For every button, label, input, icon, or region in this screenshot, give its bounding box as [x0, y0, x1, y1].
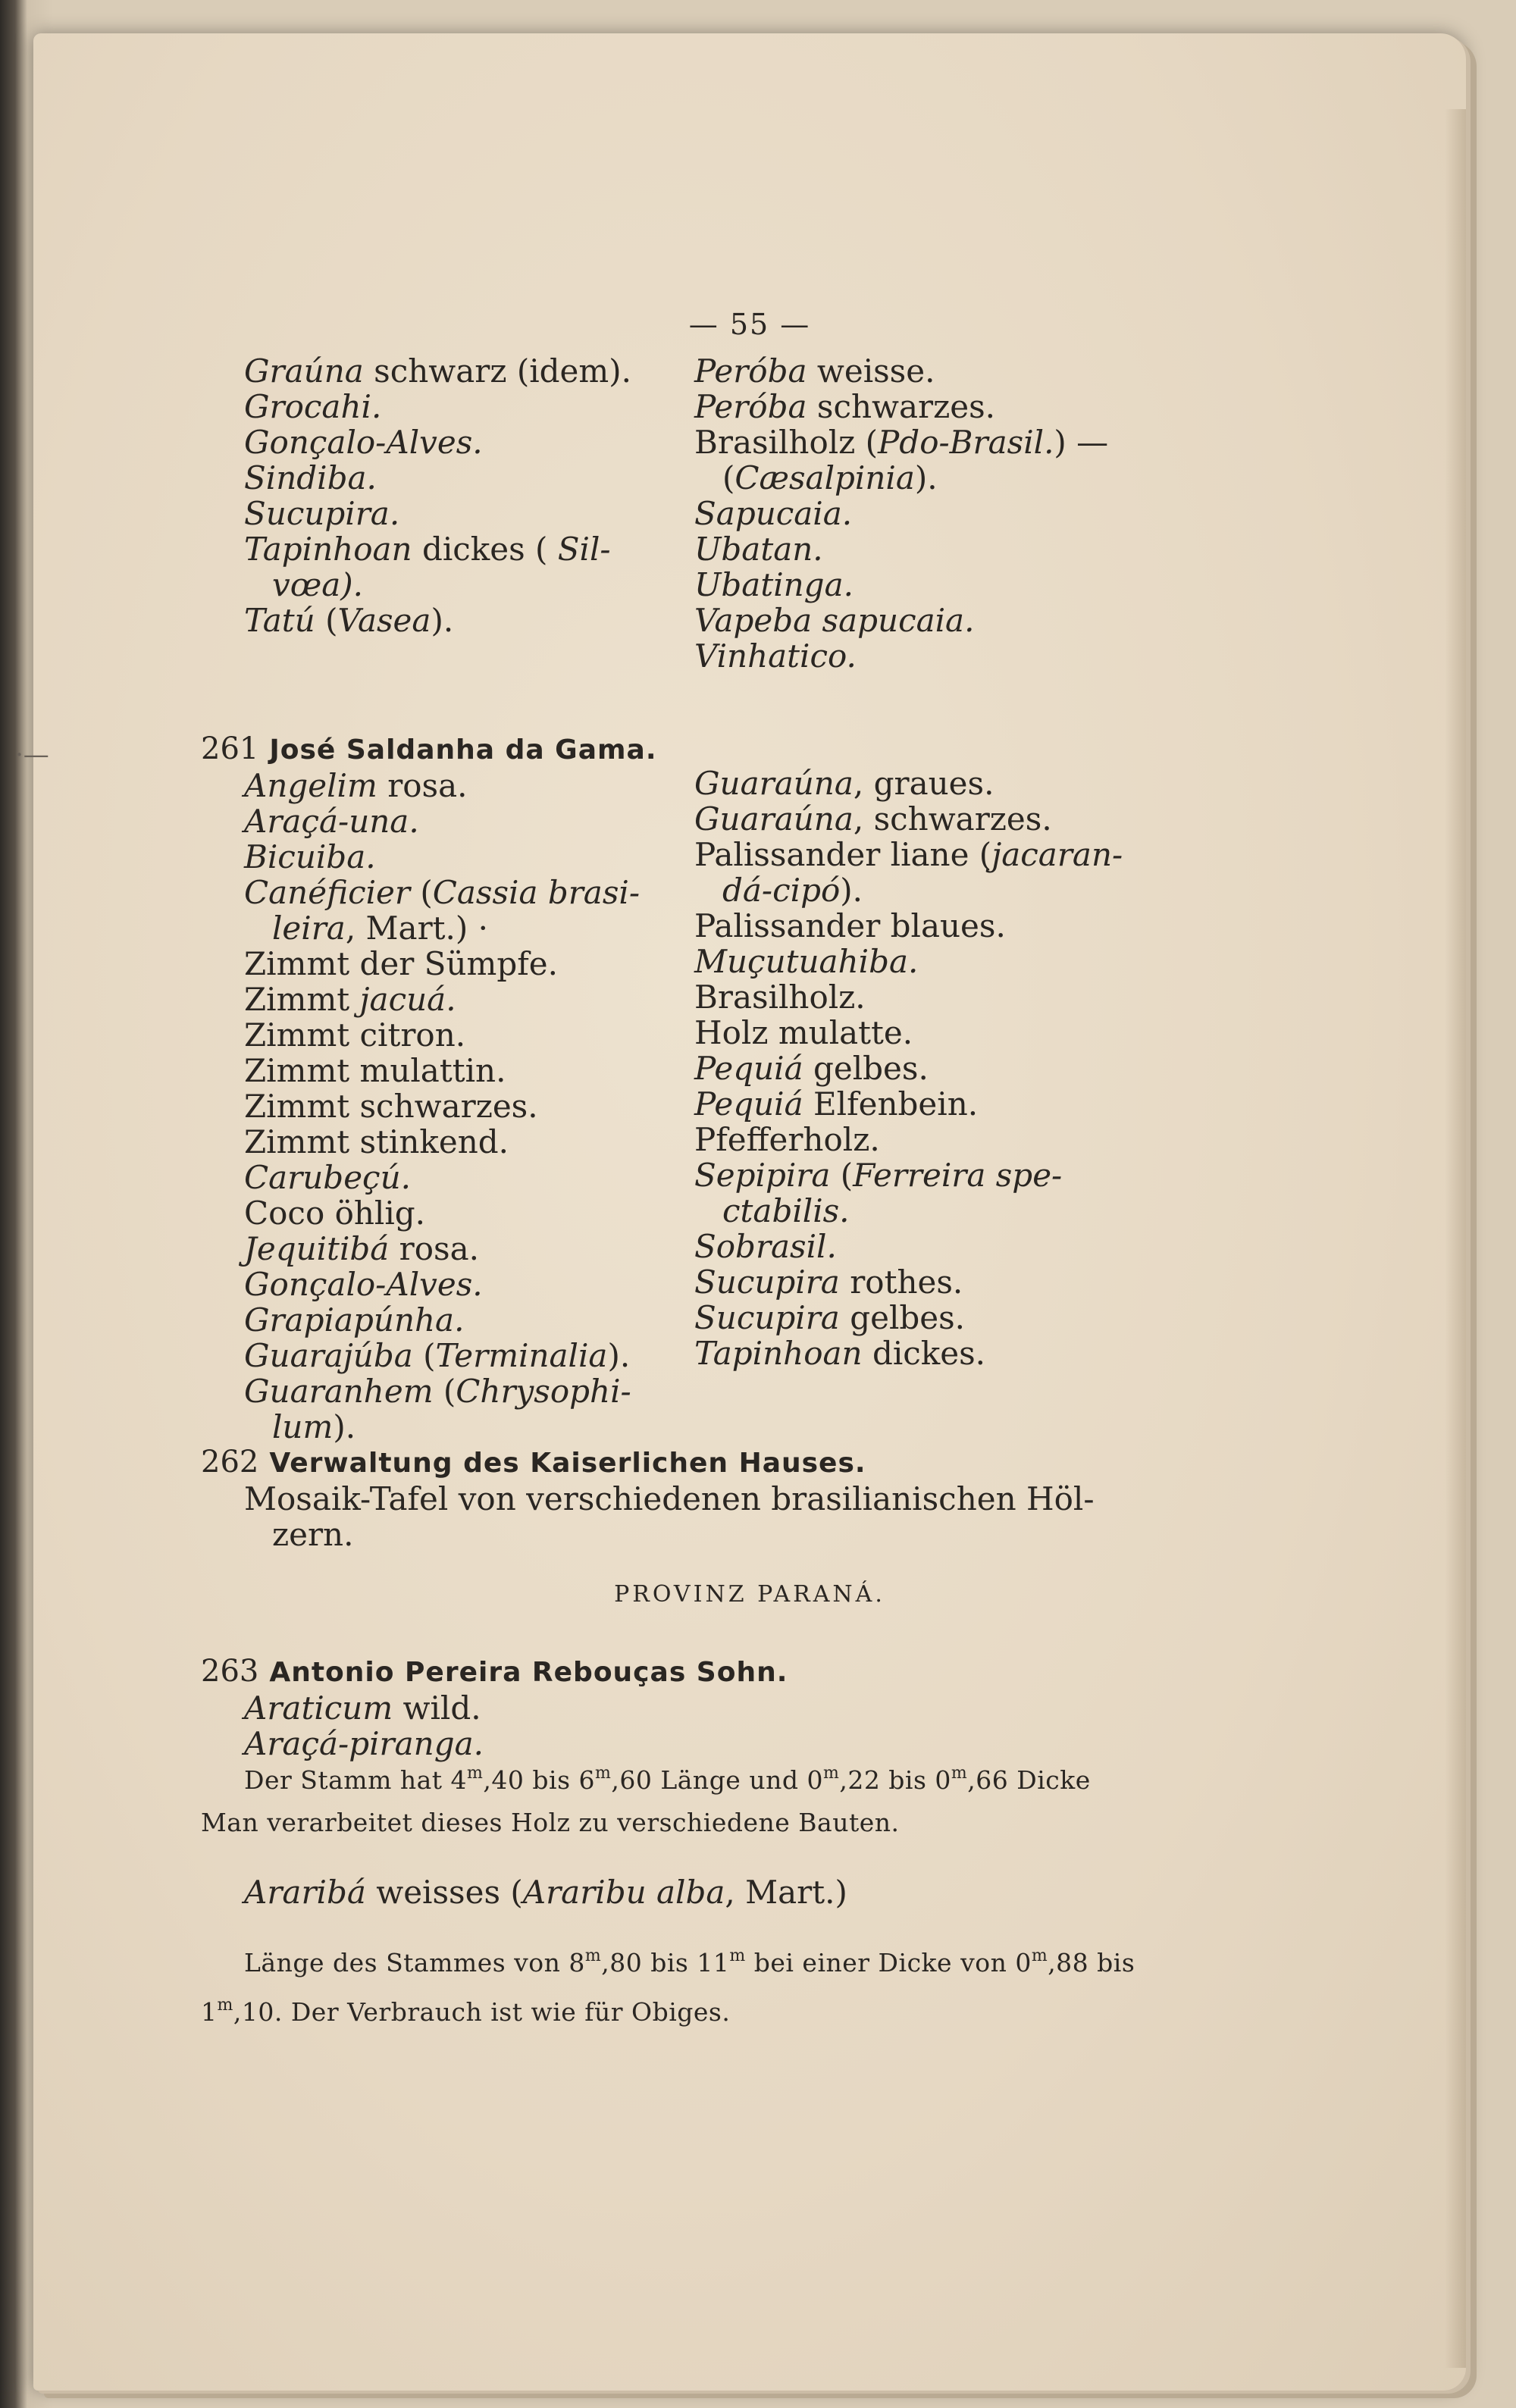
- list-item: Gonçalo-Alves.: [244, 424, 483, 461]
- list-item: Ubatinga.: [694, 566, 854, 603]
- list-item: Zimmt mulattin.: [244, 1052, 506, 1089]
- list-item: Zimmt schwarzes.: [244, 1088, 538, 1125]
- entry-261-right: [694, 766, 1123, 1371]
- description-paragraph: [201, 1935, 1135, 2034]
- list-item: Sepipira (Ferreira spe-: [694, 1157, 1063, 1194]
- list-item: Tapinhoan dickes.: [694, 1335, 986, 1372]
- entry-text: Mosaik-Tafel von verschiedenen brasilianischen Höl-: [244, 1480, 1095, 1517]
- right-column-top: [694, 353, 1108, 674]
- list-item: Peróba weisse.: [694, 352, 935, 390]
- list-item: vœa).: [272, 566, 364, 603]
- description-line: Der Stamm hat 4$^m$,40 bis 6$^m$,60 Länge und 0$^m$,22 bis 0$^m$,66 Dicke: [244, 1764, 1091, 1795]
- list-item: ctabilis.: [722, 1192, 850, 1229]
- list-item: Ubatan.: [694, 531, 823, 568]
- entry-261-left: [201, 730, 657, 1445]
- list-item: Grocahi.: [244, 388, 382, 425]
- list-item: Araticum wild.: [244, 1689, 481, 1727]
- list-item: Pequiá gelbes.: [694, 1050, 929, 1087]
- description-line: Man verarbeitet dieses Holz zu verschiedene Bauten.: [201, 1808, 900, 1837]
- list-item: Araçá-piranga.: [244, 1725, 484, 1762]
- list-item: Palissander liane (jacaran-: [694, 836, 1123, 873]
- list-item: Bicuiba.: [244, 838, 376, 875]
- list-item: leira, Mart.) ·: [272, 910, 488, 947]
- list-item: Pequiá Elfenbein.: [694, 1085, 979, 1123]
- left-column-top: [244, 353, 631, 638]
- list-item: Brasilholz (Pdo-Brasil.) —: [694, 424, 1109, 461]
- list-item: Sucupira.: [244, 495, 400, 532]
- entry-heading: 262 Verwaltung des Kaiserlichen Hauses.: [201, 1445, 866, 1480]
- description-paragraph: [201, 1752, 1091, 1844]
- page-edge-shadow: [1445, 109, 1466, 2368]
- list-item: Sucupira gelbes.: [694, 1299, 966, 1336]
- list-item: Grapiapúnha.: [244, 1301, 465, 1339]
- entry-263: [201, 1652, 788, 1761]
- list-item: (Cæsalpinia).: [722, 459, 938, 496]
- list-item: Sapucaia.: [694, 495, 853, 532]
- list-item: Vapeba sapucaia.: [694, 602, 975, 639]
- entry-text: zern.: [272, 1516, 354, 1553]
- list-item: Zimmt der Sümpfe.: [244, 945, 558, 982]
- list-item: Sindiba.: [244, 459, 377, 496]
- list-item: lum).: [272, 1408, 356, 1445]
- page-number: — 55 —: [688, 308, 811, 341]
- list-item: Muçutuahiba.: [694, 943, 919, 980]
- list-item: Zimmt citron.: [244, 1016, 466, 1054]
- list-item: Vinhatico.: [694, 637, 857, 675]
- entry-262: [201, 1443, 1095, 1552]
- list-item: Palissander blaues.: [694, 907, 1006, 944]
- margin-mark: ·—: [15, 740, 49, 770]
- list-item: Canéficier (Cassia brasi-: [244, 874, 641, 911]
- entry-heading: 263 Antonio Pereira Rebouças Sohn.: [201, 1654, 788, 1689]
- list-item: Zimmt stinkend.: [244, 1123, 509, 1160]
- book-page: [15, 33, 1466, 2391]
- list-item: dá-cipó).: [722, 872, 863, 909]
- list-item: Guaraúna, graues.: [694, 765, 994, 802]
- description-line: Länge des Stammes von 8$^m$,80 bis 11$^m$ bei einer Dicke von 0$^m$,88 bis: [244, 1946, 1135, 1977]
- list-item: Araçá-una.: [244, 803, 419, 840]
- list-item: Araribá weisses (Araribu alba, Mart.): [244, 1874, 847, 1911]
- list-item: Brasilholz.: [694, 979, 866, 1016]
- entry-heading: 261 José Saldanha da Gama.: [201, 731, 657, 766]
- list-item: Guaranhem (Chrysophi-: [244, 1373, 631, 1410]
- list-item: Tatú (Vasea).: [244, 602, 454, 639]
- list-item: Jequitibá rosa.: [244, 1230, 479, 1267]
- list-item: Coco öhlig.: [244, 1195, 426, 1232]
- list-item: Gonçalo-Alves.: [244, 1266, 483, 1303]
- list-item: Guarajúba (Terminalia).: [244, 1337, 631, 1374]
- list-item: Carubeçú.: [244, 1159, 411, 1196]
- list-item: Peróba schwarzes.: [694, 388, 995, 425]
- list-item: Tapinhoan dickes ( Sil-: [244, 531, 611, 568]
- section-heading: PROVINZ PARANÁ.: [614, 1581, 885, 1608]
- list-item: Guaraúna, schwarzes.: [694, 800, 1052, 838]
- list-item: Pfefferholz.: [694, 1121, 880, 1158]
- list-item: Angelim rosa.: [244, 767, 468, 804]
- list-item: Sobrasil.: [694, 1228, 837, 1265]
- list-item: Holz mulatte.: [694, 1014, 913, 1051]
- list-item: Graúna schwarz (idem).: [244, 352, 631, 390]
- description-line: 1$^m$,10. Der Verbrauch ist wie für Obiges.: [201, 1996, 731, 2027]
- list-item: Sucupira rothes.: [694, 1263, 963, 1301]
- list-item: Zimmt jacuá.: [244, 981, 456, 1018]
